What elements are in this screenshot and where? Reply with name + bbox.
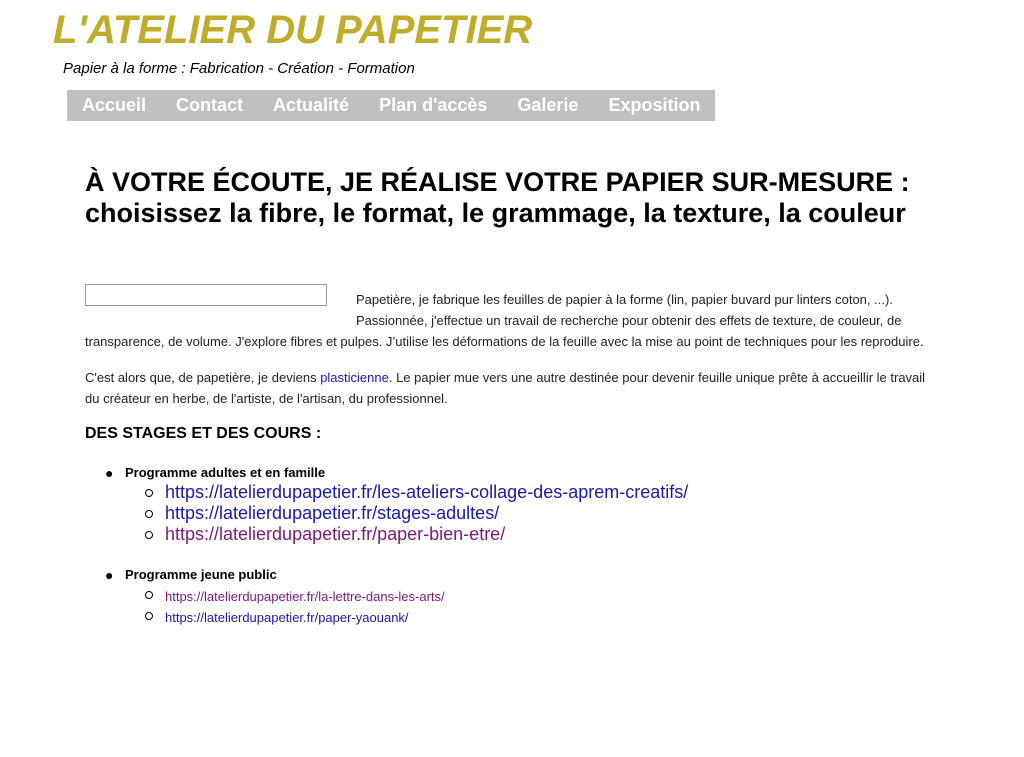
site-tagline: Papier à la forme : Fabrication - Création - Formation	[63, 60, 415, 77]
program-link-paper-yaouank[interactable]: https://latelierdupapetier.fr/paper-yaouank/	[165, 610, 409, 625]
list-item	[145, 482, 688, 503]
headline-line-1: À VOTRE ÉCOUTE, JE RÉALISE VOTRE PAPIER SUR-MESURE :	[85, 167, 910, 197]
list-item	[145, 586, 445, 607]
circle-bullet-icon	[145, 531, 153, 539]
plasticienne-paragraph	[85, 367, 935, 409]
headline-line-2: choisissez la fibre, le format, le grammage, la texture, la couleur	[85, 198, 906, 228]
nav-item-contact[interactable]: Contact	[176, 95, 244, 115]
program-label: Programme jeune public	[125, 567, 277, 582]
program-adults-links	[145, 482, 688, 545]
nav-item-galerie[interactable]: Galerie	[517, 95, 579, 115]
para2-text-before: C'est alors que, de papetière, je deviens	[85, 370, 321, 385]
program-link-ateliers-collage[interactable]: https://latelierdupapetier.fr/les-ateliers-collage-des-aprem-creatifs/	[165, 482, 689, 502]
program-link-lettre-dans-les-arts[interactable]: https://latelierdupapetier.fr/la-lettre-dans-les-arts/	[165, 589, 445, 604]
program-link-paper-bien-etre[interactable]: https://latelierdupapetier.fr/paper-bien-etre/	[165, 524, 506, 544]
intro-paragraph-line-2: Passionnée, j'effectue un travail de recherche pour obtenir des effets de texture, de couleur, de	[356, 313, 902, 328]
page-headline	[85, 167, 945, 229]
program-youth-links	[145, 586, 445, 628]
circle-bullet-icon	[145, 510, 153, 518]
nav-item-accueil[interactable]: Accueil	[82, 95, 147, 115]
circle-bullet-icon	[145, 489, 153, 497]
nav-item-plan-acces[interactable]: Plan d'accès	[379, 95, 488, 115]
bullet-icon: ●	[105, 567, 114, 583]
list-item	[145, 524, 688, 545]
bullet-icon: ●	[105, 465, 114, 481]
program-link-stages-adultes[interactable]: https://latelierdupapetier.fr/stages-adultes/	[165, 503, 500, 523]
list-item	[145, 607, 445, 628]
circle-bullet-icon	[145, 612, 153, 620]
intro-paragraph-line-3: transparence, de volume. J'explore fibres et pulpes. J’utilise les déformations de la feuille avec la mise au point de techniques pour les reproduire.	[85, 334, 924, 349]
site-title[interactable]: L'ATELIER DU PAPETIER	[53, 8, 533, 52]
program-label: Programme adultes et en famille	[125, 465, 326, 480]
nav-item-actualite[interactable]: Actualité	[273, 95, 350, 115]
main-navigation	[67, 90, 715, 121]
nav-item-exposition[interactable]: Exposition	[608, 95, 701, 115]
plasticienne-link[interactable]: plasticienne	[320, 370, 389, 385]
intro-paragraph-line-1: Papetière, je fabrique les feuilles de papier à la forme (lin, papier buvard pur linters coton, ...).	[356, 292, 893, 307]
placeholder-image	[85, 284, 327, 306]
circle-bullet-icon	[145, 591, 153, 599]
list-item	[145, 503, 688, 524]
courses-heading: DES STAGES ET DES COURS :	[85, 425, 322, 442]
para2-text-after: . Le papier mue vers une autre destinée pour devenir feuille unique prête à accueillir le travail du créateur en herbe, de l'artiste, de l'artisan, du professionnel.	[85, 370, 926, 406]
